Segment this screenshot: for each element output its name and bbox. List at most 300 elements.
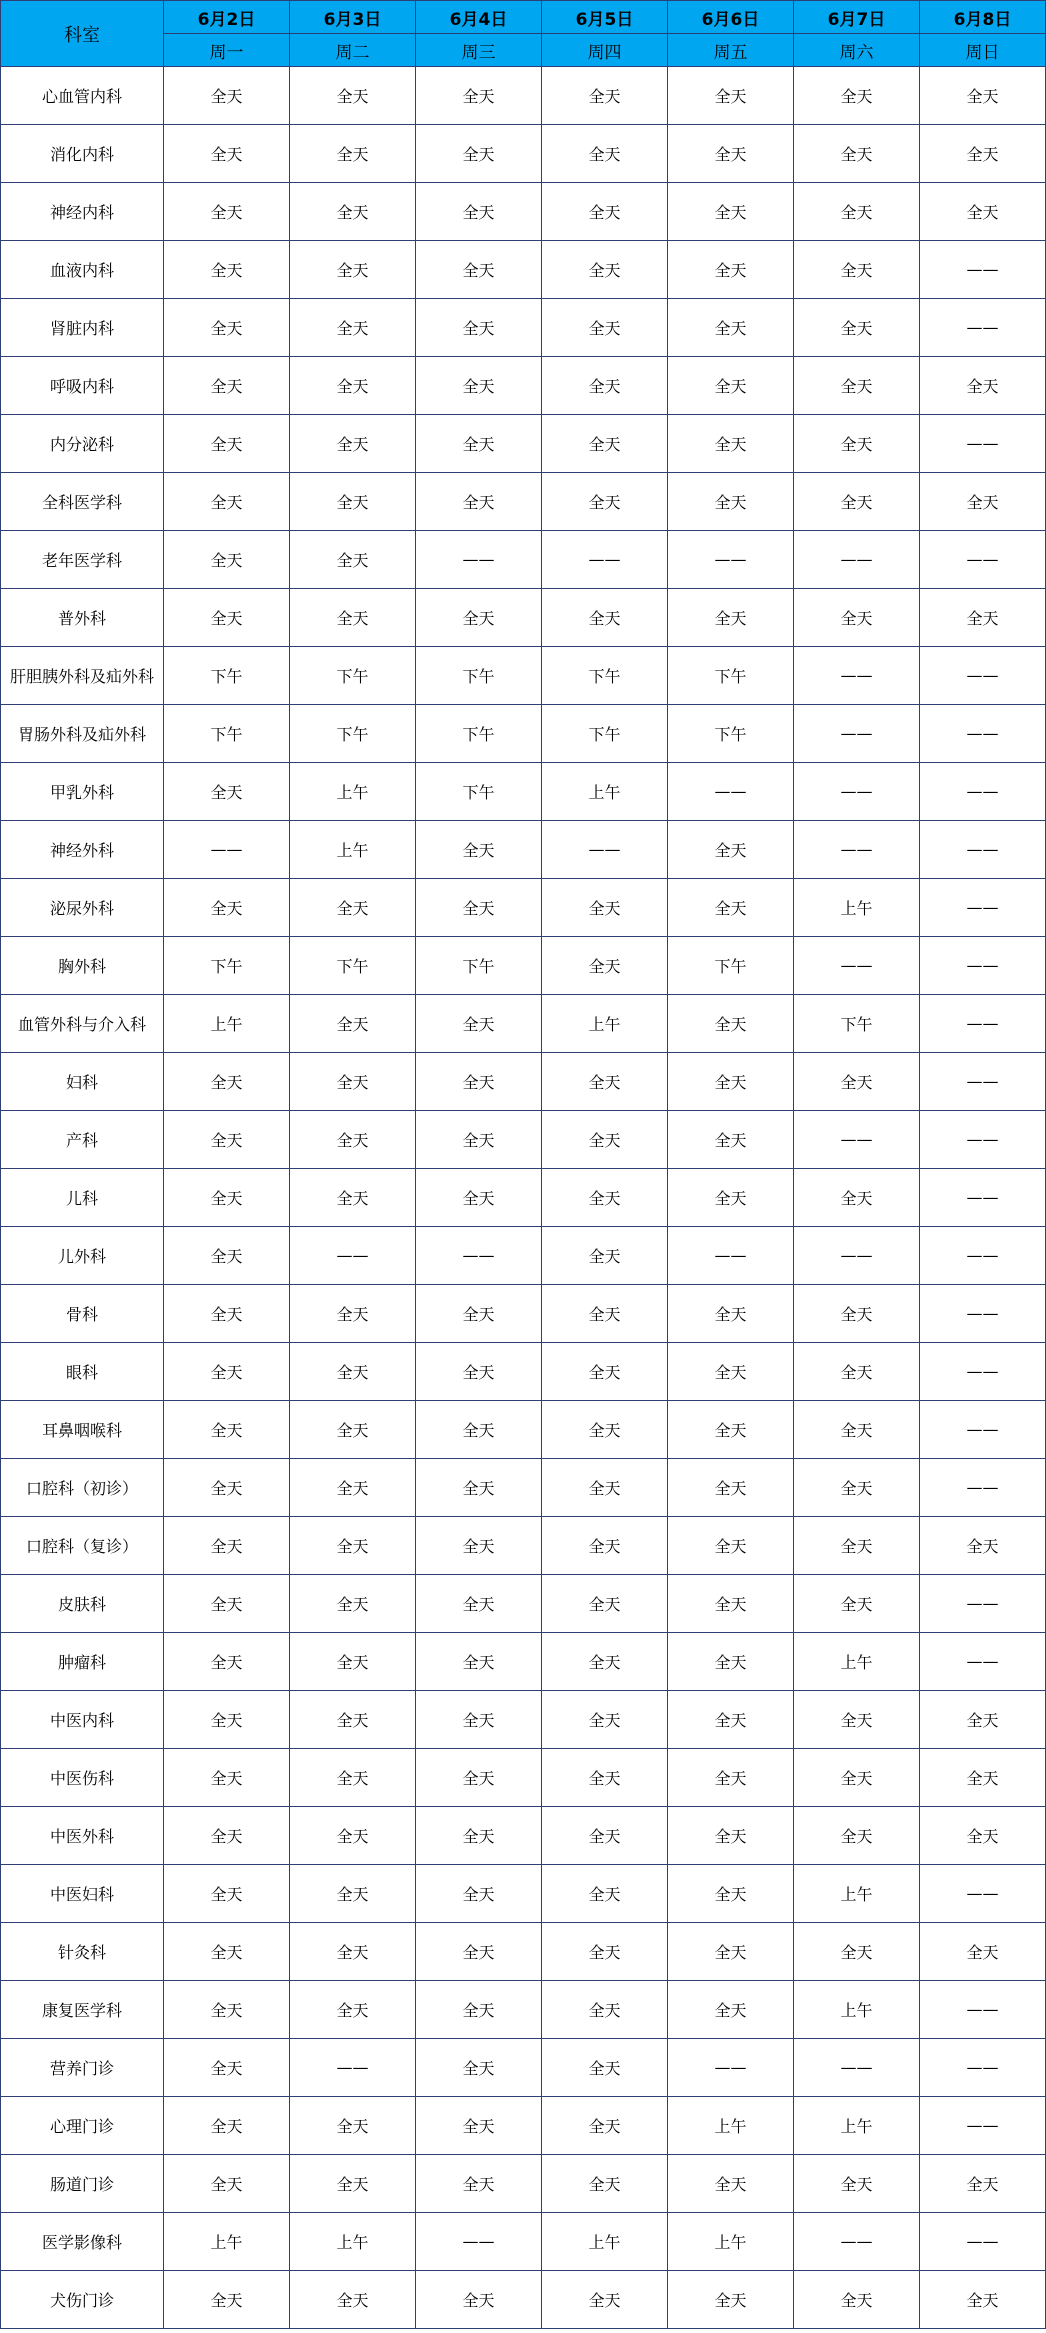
schedule-header: [1, 1, 1046, 67]
schedule-cell: 全天: [416, 2155, 542, 2213]
department-name: 中医伤科: [1, 1749, 164, 1807]
schedule-cell: 全天: [920, 2155, 1046, 2213]
schedule-cell: ——: [794, 2039, 920, 2097]
schedule-cell: 全天: [920, 183, 1046, 241]
table-row: [1, 1111, 1046, 1169]
schedule-cell: 全天: [416, 1865, 542, 1923]
schedule-cell: 全天: [668, 2155, 794, 2213]
schedule-cell: 全天: [416, 125, 542, 183]
department-name: 胸外科: [1, 937, 164, 995]
department-name: 儿科: [1, 1169, 164, 1227]
department-name: 心血管内科: [1, 67, 164, 125]
schedule-cell: 全天: [920, 1749, 1046, 1807]
schedule-cell: 全天: [542, 1517, 668, 1575]
schedule-cell: 全天: [416, 1285, 542, 1343]
schedule-cell: 全天: [668, 299, 794, 357]
schedule-cell: 全天: [542, 1111, 668, 1169]
schedule-cell: 下午: [668, 647, 794, 705]
schedule-cell: 全天: [542, 1923, 668, 1981]
table-row: [1, 1981, 1046, 2039]
schedule-cell: 全天: [542, 1343, 668, 1401]
schedule-cell: 全天: [164, 879, 290, 937]
department-name: 呼吸内科: [1, 357, 164, 415]
department-name: 皮肤科: [1, 1575, 164, 1633]
schedule-cell: 全天: [542, 937, 668, 995]
table-row: [1, 2213, 1046, 2271]
schedule-cell: 全天: [920, 1517, 1046, 1575]
schedule-cell: 全天: [290, 1169, 416, 1227]
schedule-cell: 全天: [164, 2155, 290, 2213]
schedule-cell: ——: [920, 241, 1046, 299]
schedule-cell: 全天: [794, 1749, 920, 1807]
schedule-cell: ——: [920, 1633, 1046, 1691]
table-row: [1, 763, 1046, 821]
schedule-cell: 上午: [164, 2213, 290, 2271]
department-name: 神经内科: [1, 183, 164, 241]
schedule-cell: 全天: [164, 473, 290, 531]
schedule-cell: 全天: [920, 2271, 1046, 2329]
schedule-cell: 全天: [668, 1517, 794, 1575]
table-row: [1, 995, 1046, 1053]
table-row: [1, 937, 1046, 995]
department-name: 肿瘤科: [1, 1633, 164, 1691]
schedule-cell: 全天: [542, 2271, 668, 2329]
schedule-cell: 全天: [416, 1111, 542, 1169]
schedule-cell: 全天: [164, 1343, 290, 1401]
schedule-cell: 全天: [794, 1285, 920, 1343]
table-row: [1, 1865, 1046, 1923]
schedule-cell: 全天: [164, 1053, 290, 1111]
weekday-header: 周四: [542, 34, 668, 67]
schedule-cell: 全天: [794, 1923, 920, 1981]
schedule-cell: ——: [164, 821, 290, 879]
schedule-cell: ——: [920, 531, 1046, 589]
schedule-cell: 全天: [794, 1517, 920, 1575]
date-header: 6月5日: [542, 1, 668, 34]
department-name: 妇科: [1, 1053, 164, 1111]
weekday-header: 周五: [668, 34, 794, 67]
schedule-cell: 全天: [416, 1053, 542, 1111]
table-row: [1, 125, 1046, 183]
table-row: [1, 647, 1046, 705]
schedule-cell: 全天: [920, 1807, 1046, 1865]
schedule-cell: 下午: [794, 995, 920, 1053]
schedule-cell: 下午: [416, 647, 542, 705]
date-header: 6月7日: [794, 1, 920, 34]
schedule-cell: 全天: [416, 995, 542, 1053]
table-row: [1, 1575, 1046, 1633]
department-name: 血管外科与介入科: [1, 995, 164, 1053]
department-name: 血液内科: [1, 241, 164, 299]
schedule-cell: 全天: [542, 125, 668, 183]
schedule-cell: 全天: [668, 125, 794, 183]
schedule-cell: 全天: [794, 67, 920, 125]
schedule-cell: 全天: [668, 1459, 794, 1517]
schedule-cell: 下午: [164, 937, 290, 995]
schedule-cell: 全天: [290, 415, 416, 473]
schedule-cell: ——: [416, 531, 542, 589]
schedule-cell: 全天: [164, 589, 290, 647]
department-name: 神经外科: [1, 821, 164, 879]
schedule-cell: ——: [920, 1169, 1046, 1227]
schedule-cell: 全天: [542, 1807, 668, 1865]
weekday-header: 周一: [164, 34, 290, 67]
schedule-cell: 全天: [164, 1691, 290, 1749]
department-name: 泌尿外科: [1, 879, 164, 937]
schedule-cell: 全天: [794, 589, 920, 647]
table-row: [1, 879, 1046, 937]
schedule-cell: 全天: [668, 415, 794, 473]
schedule-cell: 全天: [290, 473, 416, 531]
schedule-cell: 上午: [794, 2097, 920, 2155]
department-name: 消化内科: [1, 125, 164, 183]
schedule-cell: 下午: [542, 647, 668, 705]
schedule-cell: 全天: [668, 995, 794, 1053]
schedule-cell: ——: [920, 1053, 1046, 1111]
schedule-cell: 全天: [416, 1459, 542, 1517]
department-name: 针灸科: [1, 1923, 164, 1981]
schedule-cell: 全天: [290, 2155, 416, 2213]
schedule-cell: 全天: [920, 589, 1046, 647]
schedule-cell: 下午: [416, 937, 542, 995]
schedule-cell: 全天: [542, 1401, 668, 1459]
schedule-cell: 全天: [290, 1459, 416, 1517]
schedule-cell: ——: [920, 2213, 1046, 2271]
schedule-cell: 全天: [416, 2097, 542, 2155]
schedule-cell: 全天: [668, 473, 794, 531]
schedule-cell: ——: [920, 995, 1046, 1053]
schedule-cell: 全天: [290, 1749, 416, 1807]
schedule-cell: ——: [290, 1227, 416, 1285]
table-row: [1, 1227, 1046, 1285]
schedule-cell: ——: [920, 647, 1046, 705]
table-row: [1, 473, 1046, 531]
schedule-cell: 全天: [290, 299, 416, 357]
schedule-cell: 全天: [416, 67, 542, 125]
schedule-cell: ——: [920, 1401, 1046, 1459]
schedule-cell: 全天: [416, 1691, 542, 1749]
schedule-cell: 全天: [290, 995, 416, 1053]
department-name: 康复医学科: [1, 1981, 164, 2039]
schedule-cell: 全天: [542, 1053, 668, 1111]
schedule-cell: ——: [794, 647, 920, 705]
department-name: 骨科: [1, 1285, 164, 1343]
department-name: 普外科: [1, 589, 164, 647]
schedule-cell: 全天: [668, 1169, 794, 1227]
schedule-cell: 全天: [164, 1633, 290, 1691]
weekday-header: 周日: [920, 34, 1046, 67]
schedule-cell: 上午: [794, 1981, 920, 2039]
schedule-cell: 全天: [164, 67, 290, 125]
weekday-header: 周二: [290, 34, 416, 67]
table-row: [1, 1053, 1046, 1111]
table-row: [1, 2271, 1046, 2329]
schedule-cell: ——: [920, 821, 1046, 879]
schedule-cell: 全天: [416, 241, 542, 299]
schedule-cell: 全天: [290, 2097, 416, 2155]
table-row: [1, 531, 1046, 589]
schedule-cell: 全天: [416, 2271, 542, 2329]
schedule-cell: 全天: [542, 2097, 668, 2155]
schedule-cell: 下午: [416, 705, 542, 763]
schedule-cell: 全天: [542, 589, 668, 647]
schedule-cell: ——: [920, 299, 1046, 357]
schedule-cell: ——: [290, 2039, 416, 2097]
table-row: [1, 1923, 1046, 1981]
table-row: [1, 1459, 1046, 1517]
table-row: [1, 705, 1046, 763]
schedule-cell: 上午: [164, 995, 290, 1053]
schedule-cell: ——: [794, 2213, 920, 2271]
schedule-cell: 全天: [164, 1981, 290, 2039]
schedule-cell: ——: [794, 1227, 920, 1285]
schedule-cell: 全天: [668, 241, 794, 299]
schedule-cell: 全天: [794, 357, 920, 415]
date-header: 6月4日: [416, 1, 542, 34]
schedule-cell: 全天: [668, 1053, 794, 1111]
schedule-cell: ——: [920, 2097, 1046, 2155]
schedule-cell: 全天: [920, 357, 1046, 415]
schedule-cell: 全天: [164, 1285, 290, 1343]
schedule-cell: 全天: [542, 1749, 668, 1807]
schedule-cell: ——: [542, 821, 668, 879]
schedule-cell: 全天: [542, 1459, 668, 1517]
schedule-cell: 全天: [416, 299, 542, 357]
schedule-cell: 全天: [164, 2097, 290, 2155]
schedule-cell: ——: [794, 1111, 920, 1169]
table-row: [1, 1285, 1046, 1343]
schedule-cell: 全天: [164, 1865, 290, 1923]
schedule-cell: 全天: [416, 473, 542, 531]
table-row: [1, 589, 1046, 647]
schedule-cell: ——: [920, 763, 1046, 821]
schedule-cell: 下午: [290, 937, 416, 995]
schedule-cell: 全天: [542, 241, 668, 299]
schedule-cell: 全天: [164, 357, 290, 415]
schedule-cell: 上午: [668, 2097, 794, 2155]
schedule-cell: 全天: [164, 1459, 290, 1517]
schedule-cell: 全天: [164, 1227, 290, 1285]
department-name: 胃肠外科及疝外科: [1, 705, 164, 763]
department-name: 中医外科: [1, 1807, 164, 1865]
schedule-cell: 全天: [290, 2271, 416, 2329]
schedule-cell: 全天: [416, 1749, 542, 1807]
schedule-cell: 全天: [920, 1923, 1046, 1981]
schedule-cell: 全天: [794, 1575, 920, 1633]
schedule-cell: 全天: [920, 473, 1046, 531]
schedule-cell: 全天: [794, 1401, 920, 1459]
schedule-cell: 全天: [164, 2271, 290, 2329]
schedule-cell: 全天: [164, 2039, 290, 2097]
schedule-cell: 全天: [164, 125, 290, 183]
schedule-cell: 全天: [416, 1633, 542, 1691]
schedule-cell: 全天: [290, 357, 416, 415]
schedule-cell: 下午: [668, 937, 794, 995]
schedule-cell: 全天: [416, 1923, 542, 1981]
schedule-cell: 全天: [668, 67, 794, 125]
table-row: [1, 1691, 1046, 1749]
date-header: 6月2日: [164, 1, 290, 34]
schedule-cell: 全天: [290, 183, 416, 241]
department-name: 肠道门诊: [1, 2155, 164, 2213]
schedule-cell: 全天: [416, 1517, 542, 1575]
schedule-cell: 全天: [164, 1111, 290, 1169]
schedule-cell: ——: [542, 531, 668, 589]
schedule-cell: 全天: [290, 1575, 416, 1633]
schedule-cell: 全天: [542, 415, 668, 473]
schedule-body: [1, 67, 1046, 2329]
schedule-cell: 全天: [290, 1865, 416, 1923]
department-name: 耳鼻咽喉科: [1, 1401, 164, 1459]
schedule-cell: ——: [416, 2213, 542, 2271]
department-name: 儿外科: [1, 1227, 164, 1285]
table-row: [1, 357, 1046, 415]
schedule-cell: 全天: [290, 531, 416, 589]
schedule-cell: 全天: [164, 1401, 290, 1459]
schedule-cell: 全天: [416, 2039, 542, 2097]
department-name: 口腔科（复诊）: [1, 1517, 164, 1575]
schedule-cell: 全天: [164, 183, 290, 241]
schedule-cell: 全天: [668, 589, 794, 647]
schedule-cell: 全天: [542, 357, 668, 415]
schedule-cell: 全天: [290, 67, 416, 125]
schedule-cell: 全天: [794, 241, 920, 299]
schedule-cell: 全天: [416, 1575, 542, 1633]
schedule-cell: 全天: [164, 763, 290, 821]
schedule-cell: 全天: [290, 1807, 416, 1865]
schedule-cell: 全天: [542, 1865, 668, 1923]
schedule-cell: 全天: [164, 299, 290, 357]
schedule-cell: 全天: [668, 821, 794, 879]
schedule-cell: 全天: [794, 125, 920, 183]
schedule-cell: 下午: [668, 705, 794, 763]
schedule-cell: 全天: [542, 2155, 668, 2213]
schedule-cell: 全天: [542, 1633, 668, 1691]
schedule-cell: 下午: [290, 647, 416, 705]
schedule-cell: 全天: [794, 1807, 920, 1865]
schedule-cell: 全天: [794, 1169, 920, 1227]
schedule-cell: 全天: [164, 1169, 290, 1227]
schedule-cell: 全天: [668, 879, 794, 937]
schedule-cell: 全天: [794, 473, 920, 531]
schedule-cell: 全天: [164, 241, 290, 299]
schedule-cell: 下午: [164, 647, 290, 705]
table-row: [1, 2039, 1046, 2097]
schedule-cell: ——: [794, 763, 920, 821]
department-name: 甲乳外科: [1, 763, 164, 821]
schedule-cell: ——: [920, 1575, 1046, 1633]
schedule-cell: 下午: [164, 705, 290, 763]
schedule-cell: 全天: [290, 1053, 416, 1111]
table-row: [1, 299, 1046, 357]
schedule-cell: 全天: [668, 1343, 794, 1401]
schedule-cell: ——: [794, 937, 920, 995]
schedule-cell: ——: [794, 705, 920, 763]
schedule-cell: 全天: [668, 1691, 794, 1749]
schedule-cell: 全天: [290, 1633, 416, 1691]
table-row: [1, 1633, 1046, 1691]
schedule-cell: 全天: [290, 1691, 416, 1749]
date-header: 6月3日: [290, 1, 416, 34]
table-row: [1, 2097, 1046, 2155]
schedule-cell: 全天: [668, 1401, 794, 1459]
table-row: [1, 241, 1046, 299]
table-row: [1, 67, 1046, 125]
schedule-cell: 全天: [794, 1343, 920, 1401]
schedule-cell: 全天: [668, 183, 794, 241]
schedule-cell: 上午: [542, 2213, 668, 2271]
schedule-cell: 全天: [164, 531, 290, 589]
schedule-cell: ——: [920, 1459, 1046, 1517]
schedule-cell: 上午: [290, 763, 416, 821]
department-name: 全科医学科: [1, 473, 164, 531]
schedule-cell: ——: [668, 1227, 794, 1285]
schedule-cell: 全天: [416, 1807, 542, 1865]
schedule-cell: 全天: [668, 1923, 794, 1981]
schedule-cell: 全天: [290, 1923, 416, 1981]
department-name: 肾脏内科: [1, 299, 164, 357]
schedule-cell: 全天: [416, 1343, 542, 1401]
table-row: [1, 1169, 1046, 1227]
schedule-cell: 上午: [668, 2213, 794, 2271]
schedule-cell: ——: [794, 531, 920, 589]
schedule-cell: 下午: [416, 763, 542, 821]
department-name: 肝胆胰外科及疝外科: [1, 647, 164, 705]
schedule-cell: 全天: [416, 415, 542, 473]
department-name: 心理门诊: [1, 2097, 164, 2155]
schedule-cell: 全天: [920, 1691, 1046, 1749]
schedule-cell: ——: [920, 1865, 1046, 1923]
schedule-cell: 全天: [290, 1981, 416, 2039]
schedule-cell: 全天: [542, 183, 668, 241]
table-row: [1, 1807, 1046, 1865]
schedule-cell: 全天: [290, 1517, 416, 1575]
schedule-cell: ——: [668, 531, 794, 589]
schedule-cell: ——: [668, 763, 794, 821]
schedule-cell: 全天: [668, 1749, 794, 1807]
schedule-cell: 上午: [794, 879, 920, 937]
schedule-cell: 全天: [794, 1053, 920, 1111]
schedule-cell: ——: [920, 415, 1046, 473]
schedule-cell: 全天: [668, 1633, 794, 1691]
schedule-cell: 全天: [290, 1285, 416, 1343]
department-name: 内分泌科: [1, 415, 164, 473]
table-row: [1, 2155, 1046, 2213]
schedule-cell: ——: [416, 1227, 542, 1285]
schedule-cell: 全天: [794, 1691, 920, 1749]
schedule-cell: 全天: [668, 1575, 794, 1633]
schedule-cell: 全天: [542, 1981, 668, 2039]
weekday-header: 周六: [794, 34, 920, 67]
schedule-cell: 全天: [542, 1227, 668, 1285]
schedule-cell: 全天: [920, 67, 1046, 125]
schedule-cell: ——: [920, 1981, 1046, 2039]
department-name: 中医内科: [1, 1691, 164, 1749]
schedule-cell: 全天: [794, 415, 920, 473]
department-name: 营养门诊: [1, 2039, 164, 2097]
schedule-cell: 全天: [290, 589, 416, 647]
schedule-cell: 全天: [416, 589, 542, 647]
schedule-cell: 全天: [164, 1749, 290, 1807]
schedule-cell: 全天: [542, 879, 668, 937]
schedule-cell: ——: [920, 705, 1046, 763]
schedule-cell: 全天: [290, 1401, 416, 1459]
weekday-header: 周三: [416, 34, 542, 67]
schedule-cell: 全天: [416, 1981, 542, 2039]
schedule-cell: 全天: [794, 2155, 920, 2213]
schedule-cell: ——: [920, 1343, 1046, 1401]
schedule-cell: 上午: [290, 821, 416, 879]
